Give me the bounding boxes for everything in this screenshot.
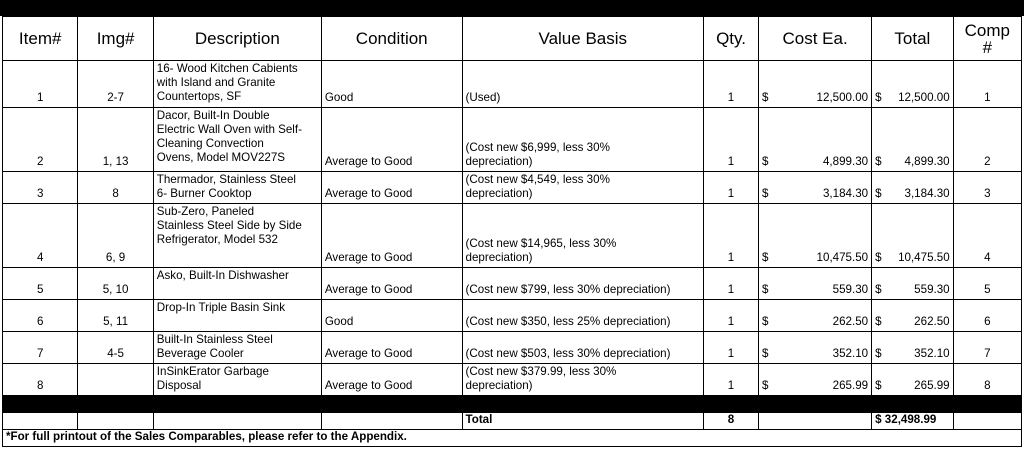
header-description: Description — [153, 17, 321, 61]
cost-each-cell — [759, 332, 872, 364]
top-black-bar — [0, 0, 1024, 16]
item-number-cell: 3 — [3, 172, 78, 204]
header-comp — [953, 17, 1021, 61]
empty-cell — [3, 413, 78, 430]
total-cell — [872, 108, 954, 172]
table-row — [3, 268, 1022, 300]
separator-cell — [3, 396, 78, 413]
cost-each-cell — [759, 268, 872, 300]
table-row — [3, 364, 1022, 396]
separator-cell — [759, 396, 872, 413]
total-cell — [872, 332, 954, 364]
description-line: Dacor, Built-In Double — [156, 109, 270, 122]
total-currency-symbol: $ — [875, 155, 882, 168]
table-row — [3, 108, 1022, 172]
empty-cell — [759, 413, 872, 430]
img-number-cell: 2-7 — [78, 61, 153, 108]
description-line: InSinkErator Garbage — [156, 365, 269, 378]
qty-cell: 1 — [704, 61, 759, 108]
empty-cell — [78, 413, 153, 430]
item-number-cell: 6 — [3, 300, 78, 332]
description-line: Drop-In Triple Basin Sink — [156, 301, 286, 314]
total-cell — [872, 204, 954, 268]
cost-value: 352.10 — [832, 347, 869, 360]
total-cell — [872, 268, 954, 300]
table-row — [3, 61, 1022, 108]
condition-cell: Average to Good — [321, 108, 462, 172]
total-currency-symbol: $ — [875, 91, 882, 104]
total-cell — [872, 300, 954, 332]
description-cell — [153, 172, 321, 204]
item-number-cell: 1 — [3, 61, 78, 108]
img-number-cell: 6, 9 — [78, 204, 153, 268]
img-number-cell: 4-5 — [78, 332, 153, 364]
description-cell — [153, 204, 321, 268]
comp-number-cell: 5 — [953, 268, 1021, 300]
value-basis-line: (Cost new $14,965, less 30% — [465, 237, 617, 250]
description-line: Beverage Cooler — [156, 347, 244, 360]
value-basis-cell — [462, 300, 704, 332]
description-line: Electric Wall Oven with Self- — [156, 123, 302, 136]
cost-each-cell — [759, 204, 872, 268]
table-row — [3, 332, 1022, 364]
cost-each-cell — [759, 364, 872, 396]
header-value-basis: Value Basis — [462, 17, 704, 61]
value-basis-cell — [462, 108, 704, 172]
value-basis-line: (Cost new $379.99, less 30% — [465, 365, 617, 378]
total-qty: 8 — [704, 413, 759, 430]
valuation-table — [2, 16, 1022, 447]
description-cell — [153, 61, 321, 108]
qty-cell: 1 — [704, 204, 759, 268]
comp-number-cell: 1 — [953, 61, 1021, 108]
table-row — [3, 204, 1022, 268]
value-basis-line: (Cost new $503, less 30% depreciation) — [465, 347, 671, 360]
description-cell — [153, 364, 321, 396]
separator-cell — [153, 396, 321, 413]
cost-each-cell — [759, 172, 872, 204]
qty-cell: 1 — [704, 108, 759, 172]
value-basis-cell — [462, 364, 704, 396]
header-row — [3, 17, 1022, 61]
cost-value: 3,184.30 — [822, 187, 869, 200]
cost-currency-symbol: $ — [762, 91, 769, 104]
description-cell — [153, 108, 321, 172]
total-value: 4,899.30 — [904, 155, 950, 168]
comp-number-cell: 8 — [953, 364, 1021, 396]
total-currency-symbol: $ — [875, 315, 882, 328]
description-line: Thermador, Stainless Steel — [156, 173, 296, 186]
item-number-cell: 8 — [3, 364, 78, 396]
value-basis-cell — [462, 332, 704, 364]
total-currency-symbol: $ — [875, 187, 882, 200]
total-cell — [872, 172, 954, 204]
qty-cell: 1 — [704, 172, 759, 204]
value-basis-line: (Cost new $350, less 25% depreciation) — [465, 315, 671, 328]
table-row — [3, 172, 1022, 204]
condition-cell: Average to Good — [321, 332, 462, 364]
condition-cell: Average to Good — [321, 364, 462, 396]
img-number-cell: 1, 13 — [78, 108, 153, 172]
total-currency-symbol: $ — [875, 251, 882, 264]
comp-number-cell: 2 — [953, 108, 1021, 172]
item-number-cell: 4 — [3, 204, 78, 268]
empty-cell — [953, 413, 1021, 430]
footnote-row — [3, 430, 1022, 447]
header-cost-ea: Cost Ea. — [759, 17, 872, 61]
separator-cell — [321, 396, 462, 413]
value-basis-line: depreciation) — [465, 251, 533, 264]
cost-currency-symbol: $ — [762, 379, 769, 392]
comp-number-cell: 7 — [953, 332, 1021, 364]
cost-value: 10,475.50 — [816, 251, 869, 264]
value-basis-cell — [462, 172, 704, 204]
item-number-cell: 2 — [3, 108, 78, 172]
value-basis-cell — [462, 268, 704, 300]
total-label: Total — [462, 413, 704, 430]
total-value: 559.30 — [914, 283, 950, 296]
grand-total: $ 32,498.99 — [872, 413, 954, 430]
cost-value: 265.99 — [832, 379, 869, 392]
description-line: Ovens, Model MOV227S — [156, 151, 286, 164]
description-line: Sub-Zero, Paneled — [156, 205, 255, 218]
total-cell — [872, 364, 954, 396]
cost-each-cell — [759, 61, 872, 108]
qty-cell: 1 — [704, 268, 759, 300]
total-value: 265.99 — [914, 379, 950, 392]
header-item: Item# — [3, 17, 78, 61]
cost-currency-symbol: $ — [762, 315, 769, 328]
total-value: 262.50 — [914, 315, 950, 328]
description-cell — [153, 300, 321, 332]
value-basis-line: depreciation) — [465, 155, 533, 168]
description-cell — [153, 268, 321, 300]
cost-value: 4,899.30 — [822, 155, 869, 168]
description-line: 6- Burner Cooktop — [156, 187, 252, 200]
total-value: 10,475.50 — [898, 251, 950, 264]
condition-cell: Good — [321, 61, 462, 108]
comp-number-cell: 3 — [953, 172, 1021, 204]
total-currency-symbol: $ — [875, 283, 882, 296]
img-number-cell: 5, 10 — [78, 268, 153, 300]
cost-value: 12,500.00 — [816, 91, 869, 104]
value-basis-line: (Cost new $799, less 30% depreciation) — [465, 283, 671, 296]
header-total: Total — [872, 17, 954, 61]
condition-cell: Average to Good — [321, 268, 462, 300]
header-comp-line2: # — [982, 37, 993, 57]
header-comp-line1: Comp — [964, 20, 1010, 40]
img-number-cell: 8 — [78, 172, 153, 204]
value-basis-cell — [462, 204, 704, 268]
black-separator-row — [3, 396, 1022, 413]
table-row — [3, 300, 1022, 332]
item-number-cell: 5 — [3, 268, 78, 300]
total-cell — [872, 61, 954, 108]
description-line: Cleaning Convection — [156, 137, 264, 150]
comp-number-cell: 4 — [953, 204, 1021, 268]
cost-currency-symbol: $ — [762, 347, 769, 360]
img-number-cell — [78, 364, 153, 396]
value-basis-line: depreciation) — [465, 187, 533, 200]
separator-cell — [704, 396, 759, 413]
total-value: 3,184.30 — [904, 187, 950, 200]
cost-each-cell — [759, 300, 872, 332]
header-qty: Qty. — [704, 17, 759, 61]
value-basis-line: depreciation) — [465, 379, 533, 392]
total-value: 352.10 — [914, 347, 950, 360]
value-basis-cell — [462, 61, 704, 108]
qty-cell: 1 — [704, 300, 759, 332]
separator-cell — [462, 396, 704, 413]
description-line: 16- Wood Kitchen Cabients — [156, 62, 298, 75]
description-line: with Island and Granite — [156, 76, 276, 89]
empty-cell — [153, 413, 321, 430]
item-number-cell: 7 — [3, 332, 78, 364]
total-value: 12,500.00 — [898, 91, 950, 104]
cost-value: 559.30 — [832, 283, 869, 296]
total-currency-symbol: $ — [875, 347, 882, 360]
separator-cell — [78, 396, 153, 413]
description-line: Refrigerator, Model 532 — [156, 233, 278, 246]
condition-cell: Good — [321, 300, 462, 332]
value-basis-line: (Cost new $6,999, less 30% — [465, 141, 610, 154]
value-basis-line: (Cost new $4,549, less 30% — [465, 173, 610, 186]
comp-number-cell: 6 — [953, 300, 1021, 332]
cost-currency-symbol: $ — [762, 155, 769, 168]
total-currency-symbol: $ — [875, 379, 882, 392]
description-line: Asko, Built-In Dishwasher — [156, 269, 289, 282]
cost-value: 262.50 — [832, 315, 869, 328]
cost-currency-symbol: $ — [762, 187, 769, 200]
description-line: Built-In Stainless Steel — [156, 333, 273, 346]
condition-cell: Average to Good — [321, 172, 462, 204]
description-cell — [153, 332, 321, 364]
img-number-cell: 5, 11 — [78, 300, 153, 332]
description-line: Stainless Steel Side by Side — [156, 219, 302, 232]
cost-currency-symbol: $ — [762, 283, 769, 296]
footnote: *For full printout of the Sales Comparables, please refer to the Appendix. — [3, 430, 1022, 447]
header-img: Img# — [78, 17, 153, 61]
header-condition: Condition — [321, 17, 462, 61]
qty-cell: 1 — [704, 364, 759, 396]
separator-cell — [872, 396, 954, 413]
cost-each-cell — [759, 108, 872, 172]
description-line: Disposal — [156, 379, 202, 392]
description-line: Countertops, SF — [156, 90, 242, 103]
qty-cell: 1 — [704, 332, 759, 364]
empty-cell — [321, 413, 462, 430]
value-basis-line: (Used) — [465, 91, 501, 104]
separator-cell — [953, 396, 1021, 413]
total-row — [3, 413, 1022, 430]
cost-currency-symbol: $ — [762, 251, 769, 264]
condition-cell: Average to Good — [321, 204, 462, 268]
